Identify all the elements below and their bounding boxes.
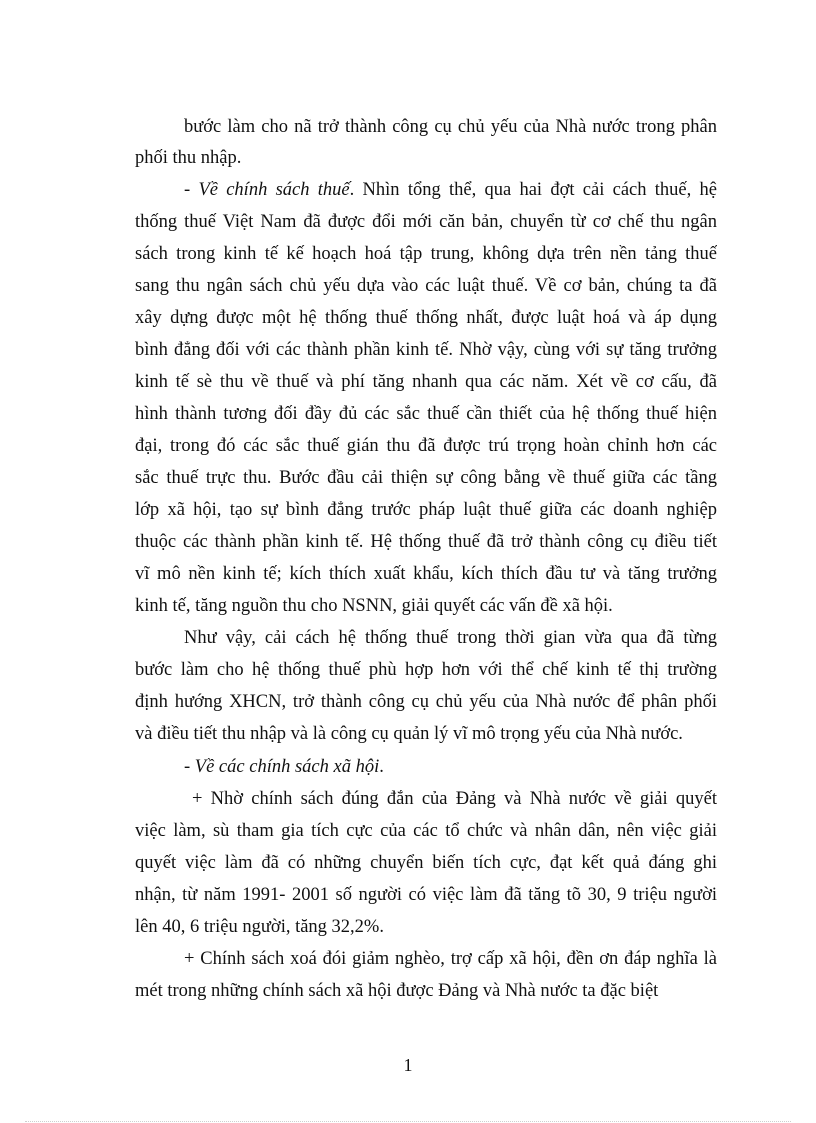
text-line: phối thu nhập. [135,148,242,168]
tax-heading-suffix: . [349,180,363,200]
social-heading-suffix: . [379,757,384,777]
social-policy-heading: Về các chính sách xã hội [194,757,380,777]
text-line: quyết việc làm đã có những chuyển biến tích cực, đạt kết quả đáng ghi [135,853,717,873]
text-line: lớp xã hội, tạo sự bình đẳng trước pháp luật thuế giữa các doanh nghiệp [135,500,717,520]
tax-policy-heading: Về chính sách thuế [198,180,350,200]
text-line: việc làm, sù tham gia tích cực của các tổ chức và nhân dân, nên việc giải [135,821,717,841]
text-line: nhận, từ năm 1991- 2001 số người có việc làm đã tăng tõ 30, 9 triệu người [135,885,717,905]
text-line: kinh tế sè thu về thuế và phí tăng nhanh qua các năm. Xét về cơ cấu, đã [135,372,717,392]
text-line: hình thành tương đối đầy đủ các sắc thuế cần thiết của hệ thống thuế hiện [135,404,717,424]
text-line: thống thuế Việt Nam đã được đổi mới căn bản, chuyển từ cơ chế thu ngân [135,212,717,232]
page-number: 1 [403,1055,413,1075]
text-line: thuộc các thành phần kinh tế. Hệ thống thuế đã trở thành công cụ điều tiết [135,532,717,552]
text-line: đại, trong đó các sắc thuế gián thu đã được trú trọng hoàn chỉnh hơn các [135,436,717,456]
text-line: xây dựng được một hệ thống thuế thống nhất, được luật hoá và áp dụng [135,308,717,328]
text-line: định hướng XHCN, trở thành công cụ chủ yếu của Nhà nước để phân phối [135,692,717,712]
text-line: Như vậy, cải cách hệ thống thuế trong thời gian vừa qua đã từng [184,628,717,648]
social-policy-line [184,756,384,780]
page-bottom-divider [25,1121,791,1122]
text-line: bình đẳng đối với các thành phần kinh tế. Nhờ vậy, cùng với sự tăng trưởng [135,340,717,360]
text-line: vĩ mô nền kinh tế; kích thích xuất khẩu, kích thích đầu tư và tăng trưởng [135,564,717,584]
text-line: mét trong những chính sách xã hội được Đảng và Nhà nước ta đặc biệt [135,981,659,1001]
social-heading-prefix: - [184,757,195,777]
text-line: và điều tiết thu nhập và là công cụ quản lý vĩ mô trọng yếu của Nhà nước. [135,724,683,744]
text-line: sang thu ngân sách chủ yếu dựa vào các luật thuế. Về cơ bản, chúng ta đã [135,276,717,296]
text-line: bước làm cho hệ thống thuế phù hợp hơn với thể chế kinh tế thị trường [135,660,717,680]
text-line: + Nhờ chính sách đúng đắn của Đảng và Nhà nước về giải quyết [192,789,717,809]
tax-heading-prefix: - [184,180,199,200]
text-line: sách trong kinh tế kế hoạch hoá tập trung, không dựa trên nền tảng thuế [135,244,717,264]
text-line: sắc thuế trực thu. Bước đầu cải thiện sự công bằng về thuế giữa các tầng [135,468,717,488]
tax-policy-line [184,179,717,203]
text-line: kinh tế, tăng nguồn thu cho NSNN, giải quyết các vấn đề xã hội. [135,596,613,616]
text-line: + Chính sách xoá đói giảm nghèo, trợ cấp xã hội, đền ơn đáp nghĩa là [184,949,717,969]
text-line: lên 40, 6 triệu người, tăng 32,2%. [135,917,384,937]
text-line: Nhìn tổng thể, qua hai đợt cải cách thuế, hệ [362,180,717,200]
text-line: bước làm cho nã trở thành công cụ chủ yếu của Nhà nước trong phân [184,117,717,137]
